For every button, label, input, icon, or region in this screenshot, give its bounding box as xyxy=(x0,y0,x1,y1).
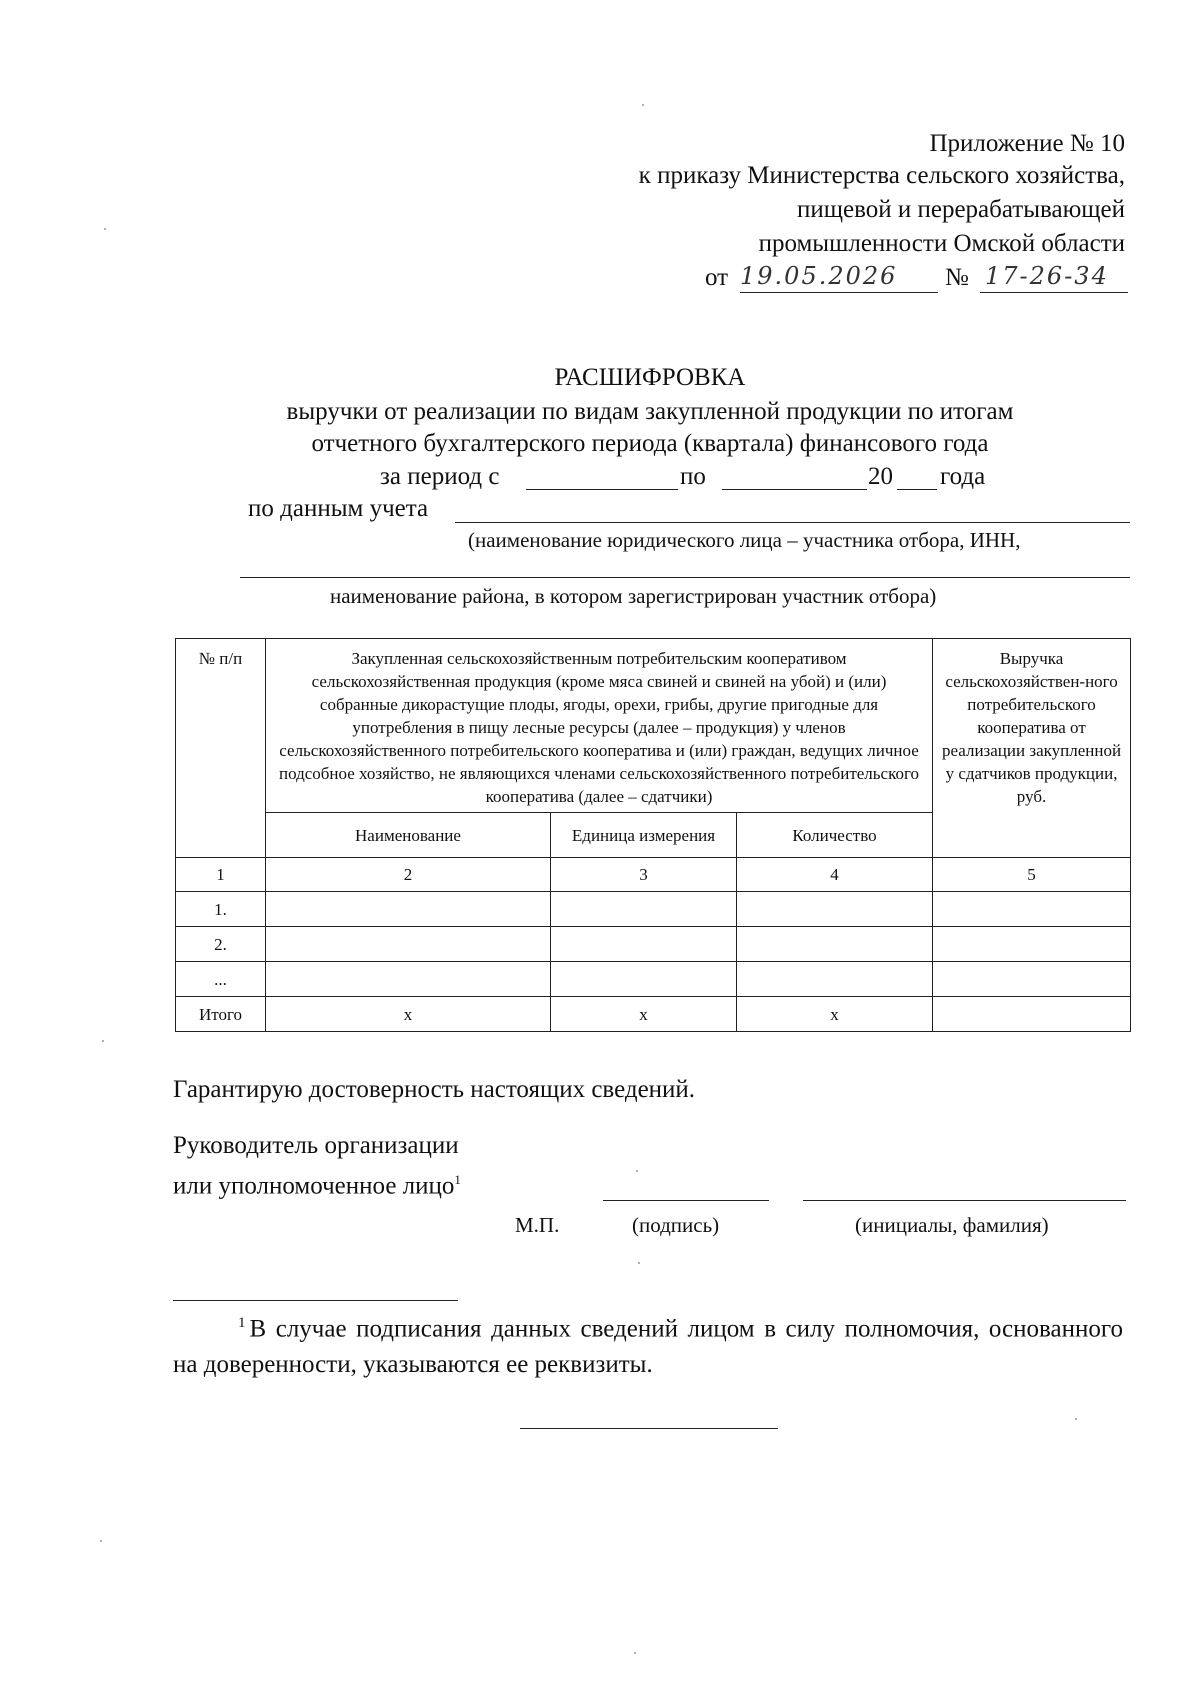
total-name: х xyxy=(266,997,551,1032)
guarantee-text: Гарантирую достоверность настоящих сведений. xyxy=(173,1076,696,1103)
footnote-text: В случае подписания данных сведений лицом в силу полномочия, основанного на доверенности, указываются ее реквизиты. xyxy=(173,1315,1123,1379)
period-from-field[interactable] xyxy=(526,489,678,490)
district-field[interactable] xyxy=(240,577,1130,578)
total-unit: х xyxy=(551,997,737,1032)
cell-name[interactable] xyxy=(266,927,551,962)
end-rule xyxy=(520,1428,778,1429)
scan-speck xyxy=(102,1040,104,1042)
footnote-mark: 1 xyxy=(238,1315,246,1331)
total-label: Итого xyxy=(176,997,266,1032)
cell-revenue[interactable] xyxy=(933,892,1131,927)
cell-name[interactable] xyxy=(266,892,551,927)
footnote-ref: 1 xyxy=(454,1172,461,1187)
scan-speck xyxy=(636,1170,638,1172)
cell-qty[interactable] xyxy=(737,927,933,962)
cell-qty[interactable] xyxy=(737,962,933,997)
period-to-field[interactable] xyxy=(722,489,867,490)
cell-unit[interactable] xyxy=(551,962,737,997)
cell-qty[interactable] xyxy=(737,892,933,927)
appendix-label: Приложение № 10 xyxy=(929,130,1125,157)
page-title: РАСШИФРОВКА xyxy=(554,364,746,391)
title-sub-2: отчетного бухгалтерского периода (квартала) финансового года xyxy=(311,430,989,457)
signature-caption: (подпись) xyxy=(632,1213,720,1237)
footnote-separator xyxy=(173,1300,458,1301)
colnum-2: 2 xyxy=(266,858,551,892)
cell-revenue[interactable] xyxy=(933,927,1131,962)
number-label: № xyxy=(945,264,969,291)
cell-unit[interactable] xyxy=(551,927,737,962)
period-year-label: года xyxy=(940,463,986,490)
order-line-3: промышленности Омской области xyxy=(758,230,1125,257)
title-sub-1: выручки от реализации по видам закупленной продукции по итогам xyxy=(286,398,1014,425)
colnum-4: 4 xyxy=(737,858,933,892)
scan-speck xyxy=(638,1262,640,1264)
name-caption: (инициалы, фамилия) xyxy=(855,1213,1049,1237)
header-unit: Единица измерения xyxy=(551,813,737,858)
colnum-5: 5 xyxy=(933,858,1131,892)
order-line-2: пищевой и перерабатывающей xyxy=(796,196,1125,223)
footnote xyxy=(173,1305,1123,1383)
head-line-1: Руководитель организации xyxy=(173,1132,459,1159)
header-qty: Количество xyxy=(737,813,933,858)
scan-speck xyxy=(104,228,106,230)
from-label: от xyxy=(705,264,729,291)
date-underline xyxy=(740,292,938,293)
name-line[interactable] xyxy=(803,1200,1126,1201)
header-name: Наименование xyxy=(266,813,551,858)
scan-speck xyxy=(100,1540,102,1542)
total-qty: х xyxy=(737,997,933,1032)
signature-line[interactable] xyxy=(603,1200,769,1201)
header-revenue: Выручка сельскохозяйствен-ного потребительского кооператива от реализации закупленной у сдатчиков продукции, руб. xyxy=(933,639,1131,858)
head-line-2 xyxy=(173,1164,461,1202)
order-date: 19.05.2026 xyxy=(740,262,898,290)
revenue-table xyxy=(175,638,1131,1032)
order-line-1: к приказу Министерства сельского хозяйства, xyxy=(638,162,1125,189)
row-number: ... xyxy=(176,962,266,997)
cell-name[interactable] xyxy=(266,962,551,997)
column-number-row xyxy=(176,858,1131,892)
period-po-label: по xyxy=(680,463,706,490)
colnum-3: 3 xyxy=(551,858,737,892)
scan-speck xyxy=(634,1652,636,1654)
row-number: 1. xyxy=(176,892,266,927)
scan-speck xyxy=(642,104,644,106)
total-row xyxy=(176,997,1131,1032)
table-row xyxy=(176,962,1131,997)
table-row xyxy=(176,927,1131,962)
entity-caption-1: (наименование юридического лица – участника отбора, ИНН, xyxy=(468,528,1021,552)
colnum-1: 1 xyxy=(176,858,266,892)
entity-caption-2: наименование района, в котором зарегистрирован участник отбора) xyxy=(330,584,937,608)
period-century: 20 xyxy=(868,463,893,490)
total-revenue[interactable] xyxy=(933,997,1131,1032)
header-num: № п/п xyxy=(176,639,266,858)
head-line-2-text: или уполномоченное лицо xyxy=(173,1172,455,1200)
entity-field[interactable] xyxy=(455,522,1130,523)
period-prefix: за период с xyxy=(380,463,500,490)
number-underline xyxy=(980,292,1128,293)
row-number: 2. xyxy=(176,927,266,962)
period-year-field[interactable] xyxy=(897,489,937,490)
cell-revenue[interactable] xyxy=(933,962,1131,997)
order-number: 17-26-34 xyxy=(985,262,1109,290)
accounting-label: по данным учета xyxy=(248,495,429,522)
cell-unit[interactable] xyxy=(551,892,737,927)
table-row xyxy=(176,892,1131,927)
scan-speck xyxy=(1075,1418,1077,1420)
header-product: Закупленная сельскохозяйственным потребительским кооперативом сельскохозяйственная продукция (кроме мяса свиней и свиней на убой) и (или) собранные дикорастущие плоды, ягоды, орехи, грибы, другие пригодные для употребления в пищу лесные ресурсы (далее – продукция) у членов сельскохозяйственного потребительского кооператива и (или) граждан, ведущих личное подсобное хозяйство, не являющихся членами сельскохозяйственного потребительского кооператива (далее – сдатчики) xyxy=(266,639,933,813)
stamp-label: М.П. xyxy=(515,1213,560,1237)
